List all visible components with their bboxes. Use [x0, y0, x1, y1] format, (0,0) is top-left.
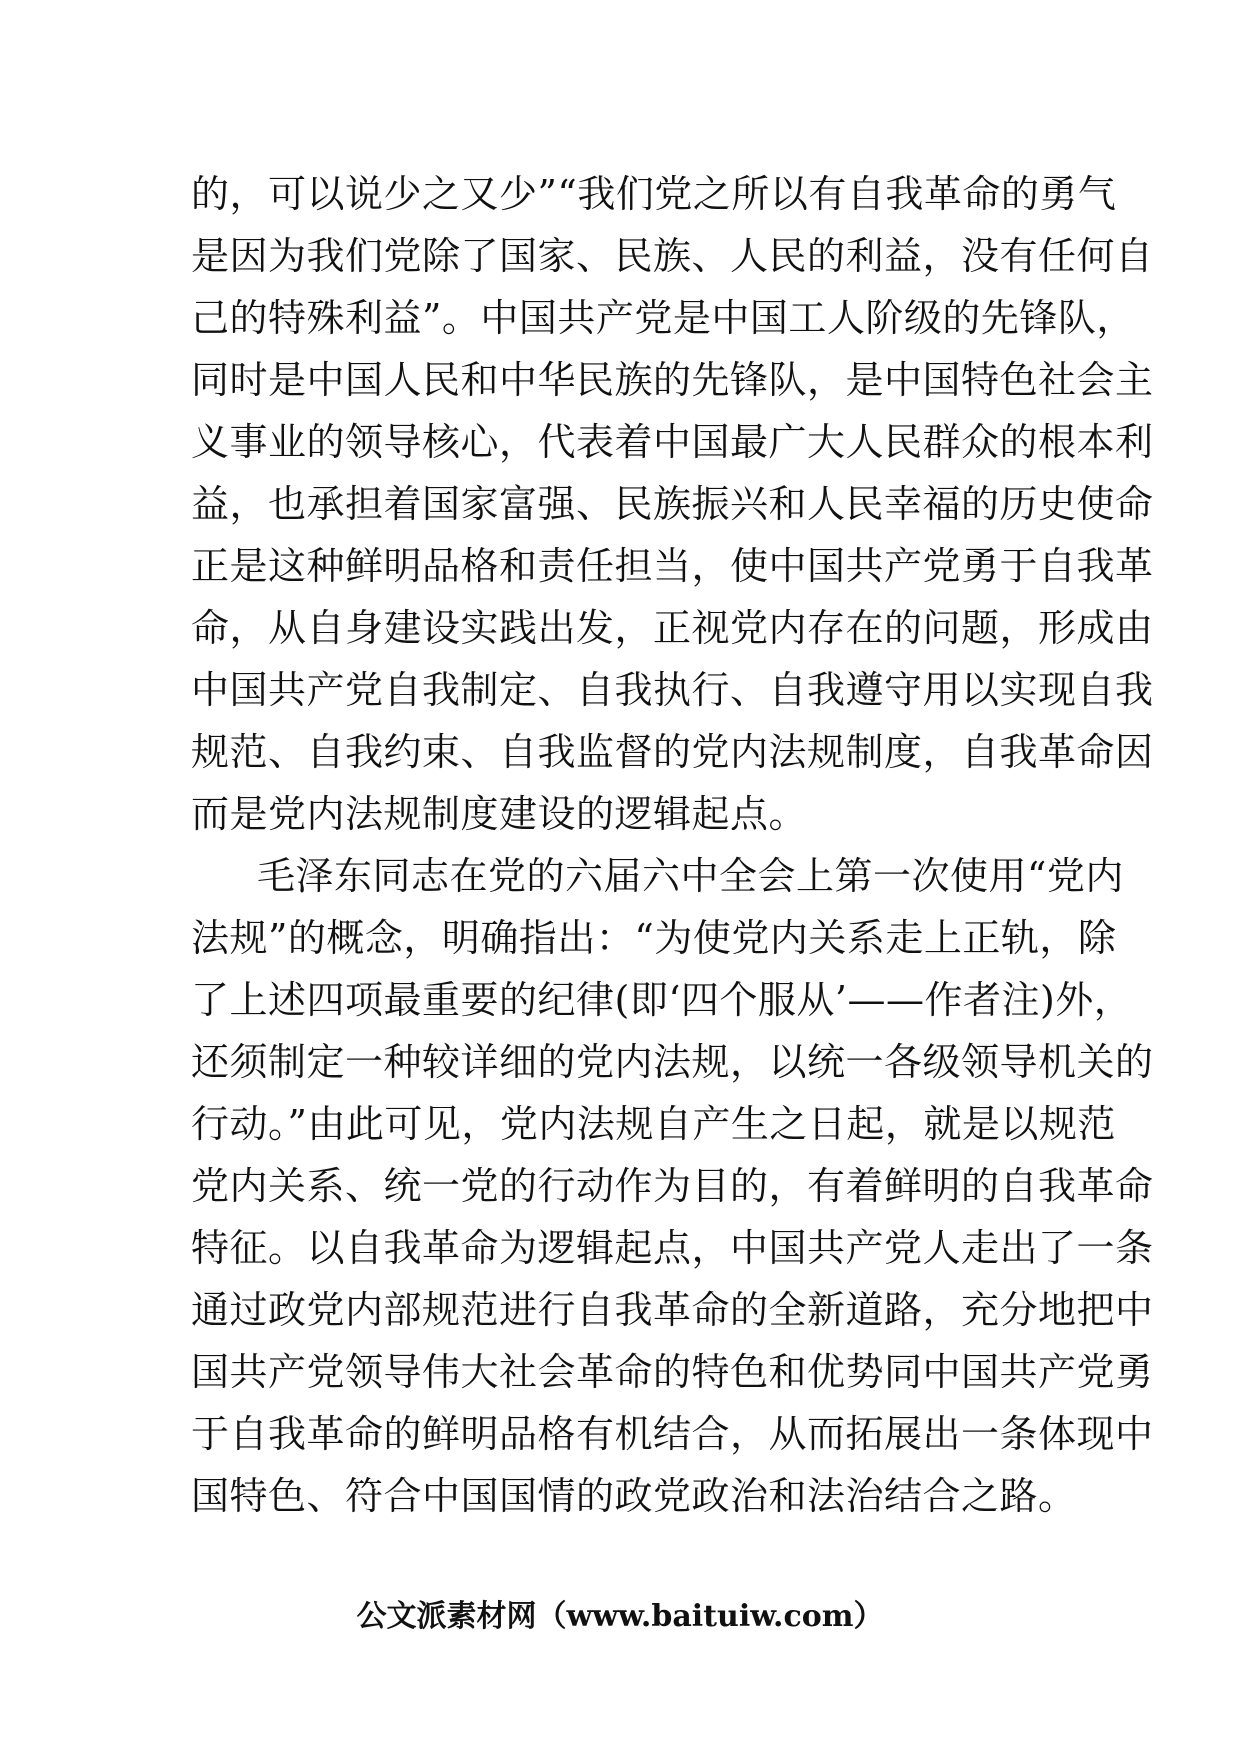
- text-line: 特征。以自我革命为逻辑起点，中国共产党人走出了一条: [191, 1226, 1154, 1270]
- text-line: 益，也承担着国家富强、民族振兴和人民幸福的历史使命: [191, 482, 1154, 526]
- text-line: 党内关系、统一党的行动作为目的，有着鲜明的自我革命: [191, 1164, 1154, 1208]
- text-line: 而是党内法规制度建设的逻辑起点。: [191, 792, 808, 836]
- text-line: 正是这种鲜明品格和责任担当，使中国共产党勇于自我革: [191, 544, 1154, 588]
- text-line: 规范、自我约束、自我监督的党内法规制度，自我革命因: [191, 730, 1154, 774]
- text-line: 通过政党内部规范进行自我革命的全新道路，充分地把中: [191, 1288, 1154, 1332]
- footer-source: 公文派素材网（www.baituiw.com）: [356, 1599, 884, 1634]
- text-line: 法规”的概念，明确指出：“为使党内关系走上正轨，除: [191, 916, 1117, 960]
- text-line: 的，可以说少之又少”“我们党之所以有自我革命的勇气: [191, 172, 1117, 216]
- text-line: 还须制定一种较详细的党内法规，以统一各级领导机关的: [191, 1040, 1154, 1084]
- text-line: 中国共产党自我制定、自我执行、自我遵守用以实现自我: [191, 668, 1154, 712]
- text-line: 同时是中国人民和中华民族的先锋队，是中国特色社会主: [191, 358, 1154, 402]
- paragraph-2: [191, 845, 1154, 1527]
- text-line: 了上述四项最重要的纪律(即‘四个服从’——作者注)外，: [191, 978, 1133, 1022]
- text-line: 是因为我们党除了国家、民族、人民的利益，没有任何自: [191, 234, 1154, 278]
- text-line: 国特色、符合中国国情的政党政治和法治结合之路。: [191, 1474, 1077, 1518]
- text-line: 毛泽东同志在党的六届六中全会上第一次使用“党内: [257, 854, 1124, 898]
- paragraph-1: [191, 163, 1154, 845]
- text-line: 己的特殊利益”。中国共产党是中国工人阶级的先锋队，: [191, 296, 1135, 340]
- text-line: 于自我革命的鲜明品格有机结合，从而拓展出一条体现中: [191, 1412, 1154, 1456]
- text-line: 行动。”由此可见，党内法规自产生之日起，就是以规范: [191, 1102, 1116, 1146]
- text-line: 国共产党领导伟大社会革命的特色和优势同中国共产党勇: [191, 1350, 1154, 1394]
- body-text: [191, 163, 1154, 1527]
- text-line: 义事业的领导核心，代表着中国最广大人民群众的根本利: [191, 420, 1154, 464]
- text-line: 命，从自身建设实践出发，正视党内存在的问题，形成由: [191, 606, 1154, 650]
